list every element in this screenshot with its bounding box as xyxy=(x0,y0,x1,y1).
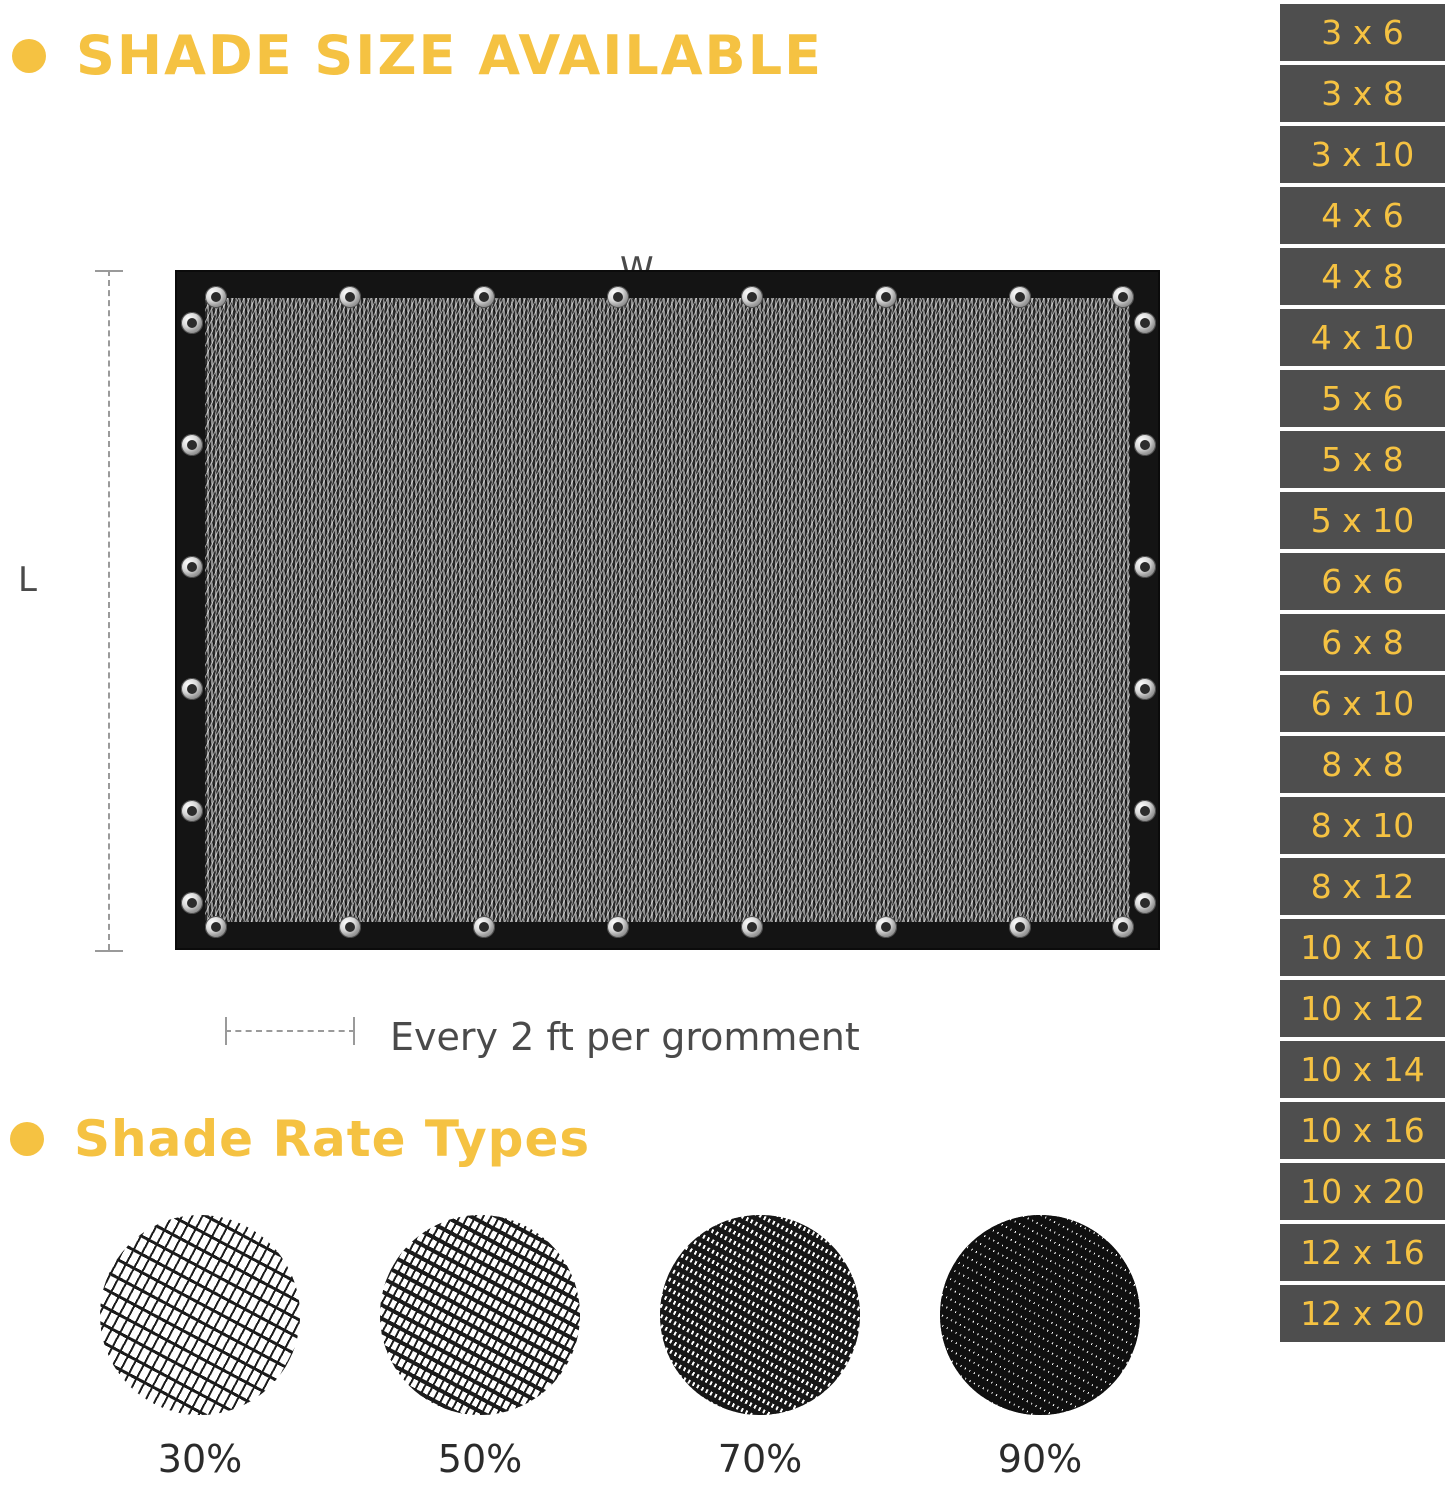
bullet-dot-icon xyxy=(12,39,46,73)
grommet xyxy=(181,800,203,822)
size-chip: 8 x 12 xyxy=(1280,858,1445,915)
grommet xyxy=(1112,286,1134,308)
shade-rate-label: 50% xyxy=(437,1437,523,1481)
main-heading xyxy=(12,24,823,87)
grommet xyxy=(181,678,203,700)
size-chip: 5 x 10 xyxy=(1280,492,1445,549)
grommet xyxy=(1134,556,1156,578)
size-chip: 3 x 6 xyxy=(1280,4,1445,61)
grommet xyxy=(607,286,629,308)
grommet xyxy=(1112,916,1134,938)
size-chip: 12 x 20 xyxy=(1280,1285,1445,1342)
grommet xyxy=(181,892,203,914)
length-dimension-line xyxy=(108,270,110,950)
grommet xyxy=(741,916,763,938)
grommet xyxy=(1134,892,1156,914)
shade-cloth-panel xyxy=(175,270,1160,950)
grommet xyxy=(875,286,897,308)
size-chip: 10 x 10 xyxy=(1280,919,1445,976)
grommet xyxy=(607,916,629,938)
shade-mesh-texture xyxy=(205,298,1130,922)
size-chip: 6 x 6 xyxy=(1280,553,1445,610)
length-dimension-tick-top xyxy=(95,270,123,272)
size-chip: 5 x 6 xyxy=(1280,370,1445,427)
shade-rate-item-70 xyxy=(620,1215,900,1485)
available-sizes-list xyxy=(1280,4,1445,1342)
size-chip: 10 x 16 xyxy=(1280,1102,1445,1159)
grommet xyxy=(339,916,361,938)
size-chip: 6 x 10 xyxy=(1280,675,1445,732)
grommet xyxy=(473,916,495,938)
size-chip: 3 x 8 xyxy=(1280,65,1445,122)
size-chip: 4 x 8 xyxy=(1280,248,1445,305)
grommet xyxy=(181,556,203,578)
shade-rate-heading-label: Shade Rate Types xyxy=(74,1110,591,1168)
shade-rate-label: 30% xyxy=(157,1437,243,1481)
grommet xyxy=(473,286,495,308)
shade-swatch-70 xyxy=(660,1215,860,1415)
size-chip: 10 x 14 xyxy=(1280,1041,1445,1098)
grommet xyxy=(205,286,227,308)
shade-rate-label: 70% xyxy=(717,1437,803,1481)
size-chip: 5 x 8 xyxy=(1280,431,1445,488)
size-chip: 8 x 8 xyxy=(1280,736,1445,793)
grommet xyxy=(1134,678,1156,700)
grommet xyxy=(339,286,361,308)
shade-swatch-50 xyxy=(380,1215,580,1415)
size-chip: 8 x 10 xyxy=(1280,797,1445,854)
size-chip: 6 x 8 xyxy=(1280,614,1445,671)
grommet xyxy=(1009,286,1031,308)
size-chip: 4 x 10 xyxy=(1280,309,1445,366)
shade-swatch-30 xyxy=(100,1215,300,1415)
grommet xyxy=(205,916,227,938)
size-chip: 12 x 16 xyxy=(1280,1224,1445,1281)
grommet xyxy=(1009,916,1031,938)
shade-swatch-90 xyxy=(940,1215,1140,1415)
length-label: L xyxy=(18,560,37,600)
grommet xyxy=(741,286,763,308)
length-dimension-tick-bottom xyxy=(95,950,123,952)
grommet-spacing-tick-right xyxy=(353,1017,355,1045)
size-chip: 4 x 6 xyxy=(1280,187,1445,244)
grommet xyxy=(181,312,203,334)
shade-rate-item-50 xyxy=(340,1215,620,1485)
shade-rate-item-30 xyxy=(60,1215,340,1485)
size-chip: 3 x 10 xyxy=(1280,126,1445,183)
shade-rate-heading xyxy=(10,1110,590,1168)
shade-rate-item-90 xyxy=(900,1215,1180,1485)
grommet-spacing-note: Every 2 ft per gromment xyxy=(390,1015,860,1059)
grommet xyxy=(875,916,897,938)
shade-rate-list xyxy=(60,1215,1210,1485)
shade-size-diagram xyxy=(0,120,1260,1080)
shade-rate-label: 90% xyxy=(997,1437,1083,1481)
grommet xyxy=(1134,434,1156,456)
size-chip: 10 x 12 xyxy=(1280,980,1445,1037)
grommet-spacing-line xyxy=(225,1030,355,1032)
grommet xyxy=(1134,800,1156,822)
main-heading-label: SHADE SIZE AVAILABLE xyxy=(76,24,824,87)
bullet-dot-icon xyxy=(10,1122,44,1156)
grommet xyxy=(181,434,203,456)
grommet-spacing-tick-left xyxy=(225,1017,227,1045)
grommet xyxy=(1134,312,1156,334)
size-chip: 10 x 20 xyxy=(1280,1163,1445,1220)
